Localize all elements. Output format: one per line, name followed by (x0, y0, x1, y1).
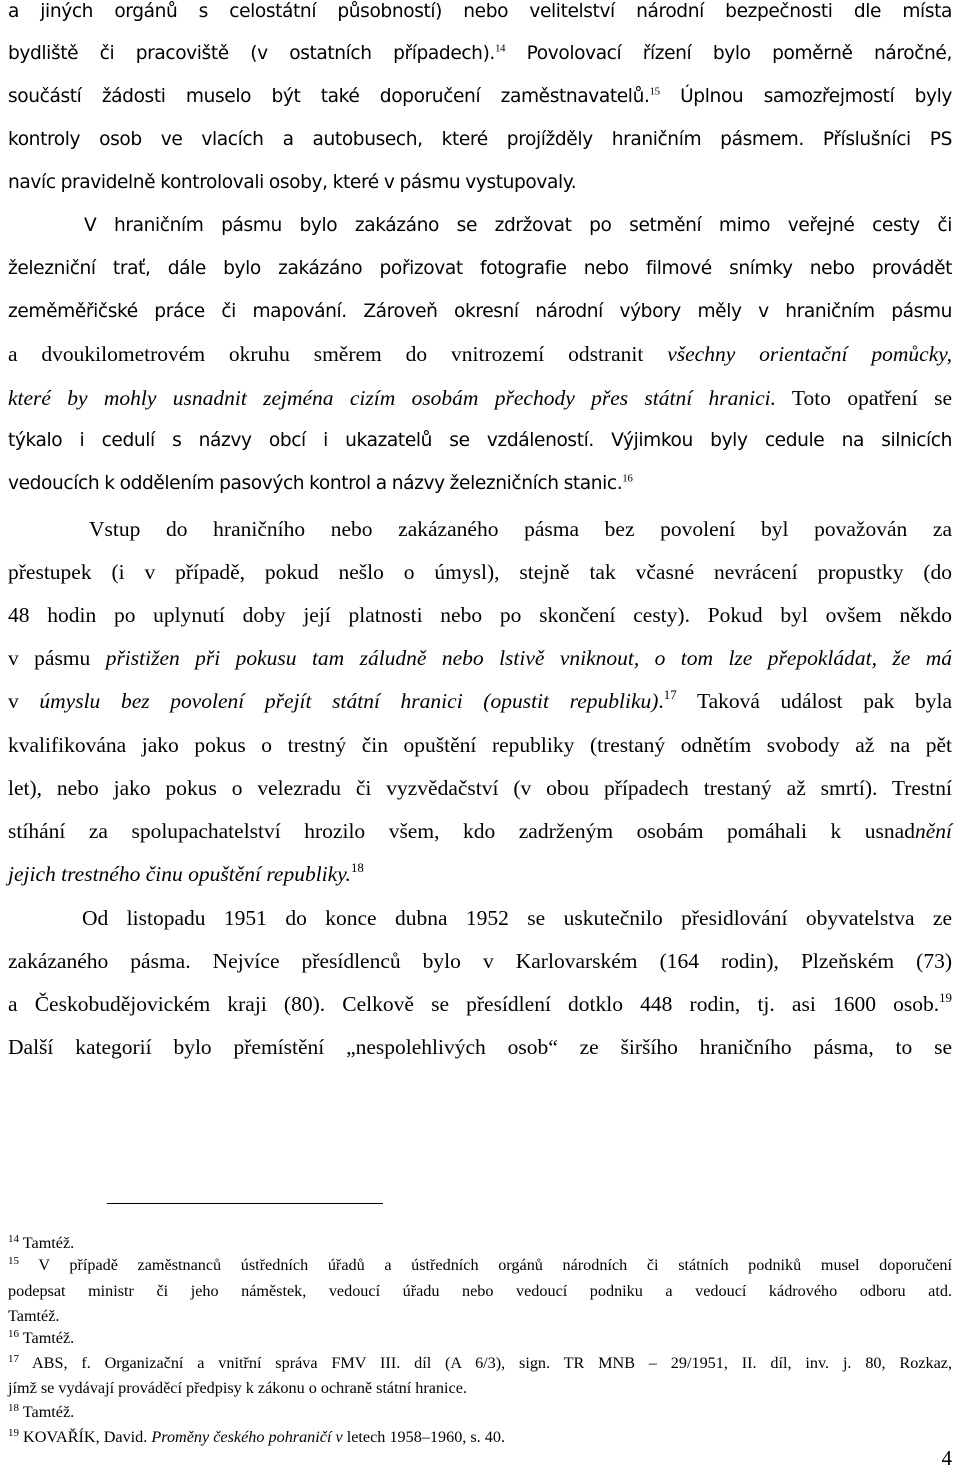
footnote-ref-14[interactable]: 14 (494, 42, 506, 55)
text: stíhání za spolupachatelství hrozilo všem, kdo zadrženým osobám pomáhali k usnad (8, 819, 915, 843)
footnote-number: 18 (8, 1401, 19, 1414)
footnote-text: Tamtéž. (19, 1234, 75, 1252)
body-line-3 (8, 85, 952, 109)
footnote-15-line-3 (8, 1306, 952, 1326)
footnote-number: 19 (8, 1426, 19, 1439)
footnote-text: Tamtéž. (19, 1403, 75, 1421)
text: a dvoukilometrovém okruhu směrem do vnitrozemí odstranit (8, 342, 668, 366)
text: Taková událost pak byla (676, 689, 952, 713)
footnote-16 (8, 1328, 952, 1348)
footnote-15 (8, 1255, 952, 1275)
footnote-number: 17 (8, 1352, 19, 1365)
footnote-text: jímž se vydávají prováděcí předpisy k zákonu o ochraně státní hranice. (8, 1379, 467, 1397)
text: Od listopadu 1951 do konce dubna 1952 se uskutečnilo přesidlování obyvatelstva ze (82, 906, 952, 930)
footnote-text: KOVAŘÍK, David. (19, 1428, 152, 1446)
body-line-7 (8, 257, 952, 281)
text: kvalifikována jako pokus o trestný čin opuštění republiky (trestaný odnětím svobody až na pět (8, 733, 952, 757)
body-line-9 (8, 342, 952, 366)
text: Další kategorií bylo přemístění „nespolehlivých osob“ ze širšího hraničního pásma, to se (8, 1035, 952, 1059)
italic-text: všechny orientační pomůcky, (667, 342, 952, 366)
text: a Českobudějovickém kraji (80). Celkově se přesídlení dotklo 448 rodin, tj. asi 1600 osob. (8, 992, 940, 1016)
text: . (658, 689, 664, 713)
body-line-11 (8, 429, 952, 453)
body-line-5 (8, 171, 952, 195)
text: navíc pravidelně kontrolovali osoby, které v pásmu vystupovaly. (8, 172, 577, 193)
body-line-1 (8, 0, 952, 24)
footnote-separator (107, 1203, 383, 1204)
body-line-15 (8, 603, 952, 627)
footnote-ref-19[interactable]: 19 (939, 990, 952, 1005)
footnote-ref-15[interactable]: 15 (649, 85, 660, 98)
page-number: 4 (941, 1446, 952, 1470)
body-line-12 (8, 472, 952, 496)
text: železniční trať, dále bylo zakázáno pořizovat fotografie nebo filmové snímky nebo provádět (8, 258, 952, 279)
text: vedoucích k oddělením pasových kontrol a názvy železničních stanic. (8, 473, 623, 494)
footnote-ref-18[interactable]: 18 (350, 860, 364, 875)
body-line-21 (8, 862, 952, 886)
text: Úplnou samozřejmostí byly (659, 86, 952, 107)
footnote-text: podepsat ministr či jeho náměstek, vedoucí úřadu nebo vedoucí podniku a vedoucí kádrového odboru atd. (8, 1282, 952, 1300)
text: V hraničním pásmu bylo zakázáno se zdržovat po setmění mimo veřejné cesty či (84, 215, 952, 236)
text: kontroly osob ve vlacích a autobusech, které projížděly hraničním pásmem. Příslušníci PS (8, 129, 952, 150)
text: Toto opatření se (776, 386, 952, 410)
footnote-text: V případě zaměstnanců ústředních úřadů a ústředních orgánů národních či státních podniků musel doporučení (19, 1256, 952, 1274)
body-line-24 (8, 992, 952, 1016)
text: a jiných orgánů s celostátní působností) nebo velitelství národní bezpečnosti dle místa (8, 1, 952, 22)
body-line-2 (8, 42, 952, 66)
italic-text: úmyslu bez povolení přejít státní hranici (opustit republiku) (39, 689, 659, 713)
body-line-6 (84, 214, 952, 238)
footnote-18 (8, 1402, 952, 1422)
italic-text: přistižen při pokusu tam záludně nebo lstivě vniknout, o tom lze přepokládat, že má (105, 646, 952, 670)
footnote-ref-17[interactable]: 17 (663, 687, 677, 702)
footnote-ref-16[interactable]: 16 (622, 472, 633, 485)
text: zakázaného pásma. Nejvíce přesídlenců bylo v Karlovarském (164 rodin), Plzeňském (73) (8, 949, 952, 973)
footnote-title: Proměny českého pohraničí v (151, 1428, 343, 1446)
footnote-17 (8, 1353, 952, 1373)
body-line-25 (8, 1035, 952, 1059)
text: let), nebo jako pokus o velezradu či vyzvědačství (v obou případech trestaný až smrtí). Trestní (8, 776, 952, 800)
body-line-10 (8, 386, 952, 410)
footnote-14 (8, 1233, 952, 1253)
italic-text: které by mohly usnadnit zejména cizím osobám přechody přes státní hranici. (8, 386, 776, 410)
footnote-17-line-2 (8, 1378, 952, 1398)
footnote-number: 15 (8, 1254, 19, 1267)
body-line-8 (8, 300, 952, 324)
footnote-15-line-2 (8, 1281, 952, 1301)
text: týkalo i cedulí s názvy obcí i ukazatelů se vzdáleností. Výjimkou byly cedule na silnicích (8, 430, 952, 451)
footnote-text: Tamtéž. (8, 1307, 60, 1325)
text: bydliště či pracoviště (v ostatních případech). (8, 43, 495, 64)
italic-text: nění (914, 819, 952, 843)
footnote-number: 14 (8, 1232, 19, 1245)
footnote-text: Tamtéž. (19, 1329, 75, 1347)
body-line-18 (8, 733, 952, 757)
footnote-text: letech 1958–1960, s. 40. (342, 1428, 506, 1446)
body-line-13 (89, 517, 952, 541)
body-line-22 (82, 906, 952, 930)
italic-text: jejich trestného činu opuštění republiky. (8, 862, 351, 886)
body-line-17 (8, 689, 952, 713)
body-line-4 (8, 128, 952, 152)
text: Povolovací řízení bylo poměrně náročné, (505, 43, 952, 64)
text: Vstup do hraničního nebo zakázaného pásma bez povolení byl považován za (89, 517, 952, 541)
text: v pásmu (8, 646, 106, 670)
text: přestupek (i v případě, pokud nešlo o úmysl), stejně tak včasné nevrácení propustky (do (8, 560, 952, 584)
body-line-19 (8, 776, 952, 800)
text: součástí žádosti muselo být také doporučení zaměstnavatelů. (8, 86, 650, 107)
footnote-text: ABS, f. Organizační a vnitřní správa FMV III. díl (A 6/3), sign. TR MNB – 29/1951, II. díl, inv. j. 80, Rozkaz, (19, 1354, 952, 1372)
body-line-16 (8, 646, 952, 670)
body-line-20 (8, 819, 952, 843)
text: zeměměřičské práce či mapování. Zároveň okresní národní výbory měly v hraničním pásmu (8, 301, 952, 322)
footnote-19 (8, 1427, 952, 1447)
body-line-23 (8, 949, 952, 973)
text: v (8, 689, 40, 713)
text: 48 hodin po uplynutí doby její platnosti nebo po skončení cesty). Pokud byl ovšem někdo (8, 603, 952, 627)
footnote-number: 16 (8, 1327, 19, 1340)
body-line-14 (8, 560, 952, 584)
